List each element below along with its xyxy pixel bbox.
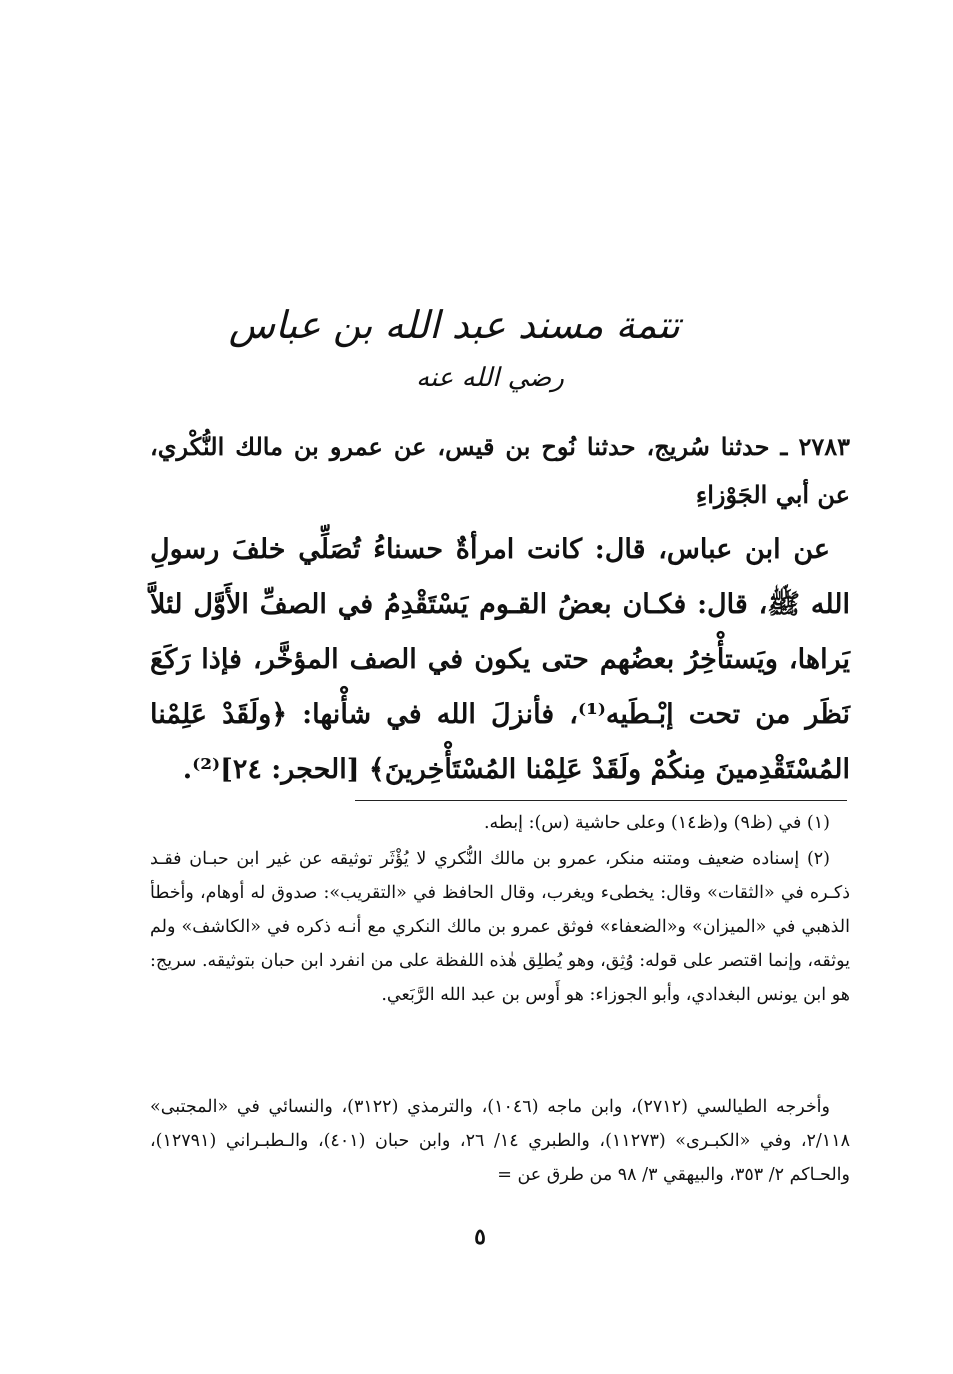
footnote-takhrij-text: وأخرجه الطيالسي (٢٧١٢)، وابن ماجه (١٠٤٦)، والترمذي (٣١٢٢)، والنسائي في «المجتبى» ٢/١١٨، وفي «الكبـرى» (١١٢٧٣)، والطبري ١٤/ ٢٦، وابن حبان (٤٠١)، والـطبـراني (١٢٧٩١)، والحـاكم ٢/ ٣٥٣، والبيهقي ٣/ ٩٨ من طرق عن = [150,1097,850,1185]
section-subtitle: رضي الله عنه [416,363,564,393]
footnote-2-text: (٢) إسناده ضعيف ومتنه منكر، عمرو بن مالك النُّكري لا يُؤْثَر توثيقه عن غير ابن حبـان فقـد ذكـره في «الثقات» وقال: يخطىء ويغرب، وقال الحافظ في «التقريب»: صدوق له أوهام، وأخطأ الذهبي في «الميزان» و«الضعفاء» فوثق عمرو بن مالك النكري مع أنـه ذكره في «الكاشف» ولم يوثقه، وإنما اقتصر على قوله: وُثِق، وهو يُطلِق هٰذه اللفظة على من انفرد ابن حبان بتوثيقه. سريج: هو ابن يونس البغدادي، وأبو الجوزاء: هو أَوس بن عبد الله الرَّبَعي. [150,849,850,1005]
footnote-takhrij [150,1090,850,1192]
section-title: تتمة مسند عبد الله بن عباس [228,303,680,347]
footnote-1 [150,806,850,840]
isnad-text: ـ حدثنا سُريج، حدثنا نُوح بن قيس، عن عمرو بن مالك النُّكْري، عن أبي الجَوْزاءِ [150,432,850,509]
matn-text: عن ابن عباس، قال: كانت امرأةٌ حسناءُ تُصَلِّي خلفَ رسولِ الله ﷺ، قال: فكـان بعضُ القـوم يَسْتَقْدِمُ في الصفِّ الأَوَّل لئلاَّ يَراها، ويَستأْخِرُ بعضُهم حتى يكون في الصف المؤخَّر، فإذا رَكَعَ نَظَر من تحت إبْـطَيه⁽¹⁾، فأنزلَ الله في شأْنها: ﴿ولَقَدْ عَلِمْنا المُسْتَقْدِمينَ مِنكُمْ ولَقَدْ عَلِمْنا المُسْتَأْخِرينَ﴾ [الحجر: ٢٤]⁽²⁾. [150,534,850,785]
footnote-2 [150,842,850,1012]
footnote-1-text: (١) في (ظ٩) و(ظ١٤) وعلى حاشية (س): إبطه. [483,813,830,833]
page-number: ٥ [474,1224,486,1250]
footnote-divider [355,800,847,801]
hadith-isnad [150,423,850,519]
hadith-matn [150,522,850,797]
hadith-number: ٢٧٨٣ [798,432,850,461]
